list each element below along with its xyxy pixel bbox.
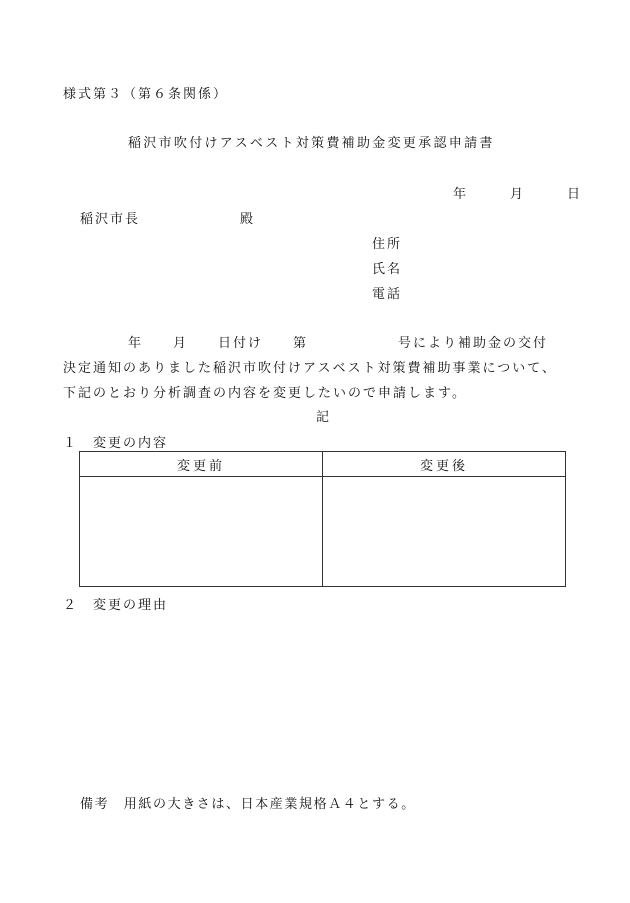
document-title: 稲沢市吹付けアスベスト対策費補助金変更承認申請書 <box>128 136 495 151</box>
header-after: 変更後 <box>323 452 566 477</box>
addressee <box>80 208 256 227</box>
date-day: 日 <box>567 187 583 202</box>
cell-before <box>80 477 323 587</box>
name-label: 氏名 <box>372 262 403 277</box>
remarks: 備考 用紙の大きさは、日本産業規格Ａ４とする。 <box>80 797 416 812</box>
addressee-honorific: 殿 <box>240 212 256 227</box>
date-year: 年 <box>453 187 469 202</box>
addressee-name: 稲沢市長 <box>80 212 141 227</box>
cell-after <box>323 477 566 587</box>
change-table <box>79 451 566 587</box>
ki-heading: 記 <box>316 410 332 425</box>
date-month: 月 <box>510 187 526 202</box>
address-label: 住所 <box>372 237 403 252</box>
header-before: 変更前 <box>80 452 323 477</box>
body-text-line-3: 下記のとおり分析調査の内容を変更したいので申請します。 <box>63 386 467 401</box>
date-line <box>453 183 582 202</box>
table-header-row <box>80 452 566 477</box>
section-1-heading: １ 変更の内容 <box>63 436 169 451</box>
phone-label: 電話 <box>372 287 403 302</box>
section-2-heading: ２ 変更の理由 <box>63 598 169 613</box>
body-text-line-1: 年 月 日付け 第 号により補助金の交付 <box>128 336 549 351</box>
body-text-line-2: 決定通知のありました稲沢市吹付けアスベスト対策費補助事業について、 <box>63 361 557 376</box>
form-number: 様式第３（第６条関係） <box>63 87 229 102</box>
table-row <box>80 477 566 587</box>
